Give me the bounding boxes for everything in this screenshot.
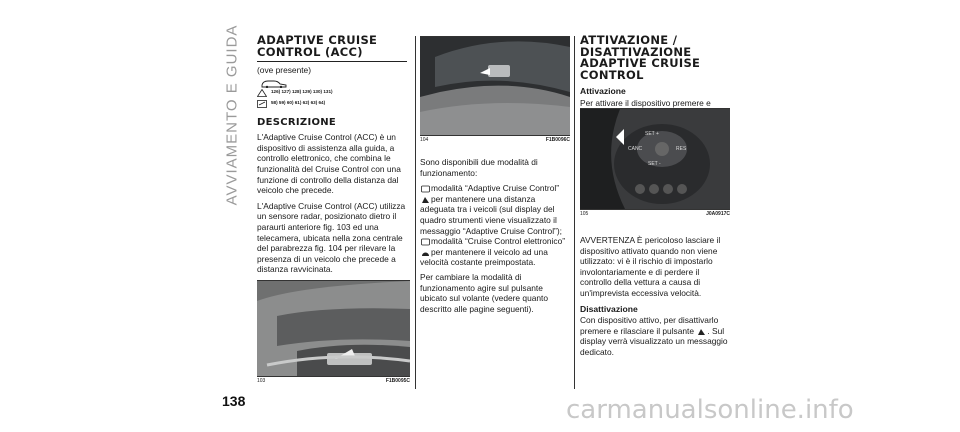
page-number: 138 bbox=[222, 393, 246, 409]
watermark: carmanualsonline.info bbox=[566, 395, 854, 425]
speedometer-icon bbox=[421, 249, 430, 257]
figure-105-image bbox=[580, 108, 730, 210]
activation-title-line1: ATTIVAZIONE / bbox=[580, 33, 678, 47]
activation-text-a: Per attivare il dispositivo premere e bbox=[580, 97, 711, 108]
adaptive-cruise-icon bbox=[421, 185, 430, 193]
warning-paragraph: AVVERTENZA È pericoloso lasciare il dispositivo attivato quando non viene utilizzato: vi è il rischio di impostarlo involontariamente e di perdere il controllo della vettura a causa di un'imprevista eccessiva velocità. bbox=[580, 235, 721, 298]
cruise-control-icon bbox=[421, 238, 430, 246]
section-title-line2: CONTROL (ACC) bbox=[257, 44, 363, 59]
mode-1-title: modalità “Adaptive Cruise Control” bbox=[431, 183, 560, 194]
optional-note: (ove presente) bbox=[257, 65, 311, 75]
figure-103-caption bbox=[257, 377, 410, 385]
figure-104-code: F1B0096C bbox=[545, 137, 570, 143]
figure-103 bbox=[257, 280, 410, 385]
activation-title-line3: ADAPTIVE CRUISE bbox=[580, 56, 701, 70]
condition-row-2 bbox=[257, 99, 407, 110]
distance-icon bbox=[421, 196, 430, 204]
description-heading: DESCRIZIONE bbox=[257, 116, 337, 128]
side-section-title-text: AVVIAMENTO E GUIDA bbox=[223, 24, 241, 206]
column-3-lower bbox=[580, 235, 730, 363]
figure-105-code: J0A0917C bbox=[706, 211, 730, 217]
condition-row-1 bbox=[257, 88, 407, 99]
deactivation-heading: Disattivazione bbox=[580, 303, 638, 314]
activation-heading: Attivazione bbox=[580, 86, 626, 96]
mode-1-text: per mantenere una distanza adeguata tra i veicoli (sul display del quadro strumenti viene visualizzato il messaggio “Adaptive Cruise Control”); bbox=[420, 193, 562, 236]
deactivation-text-b: . Sul display verrà visualizzato un messaggio dedicato. bbox=[580, 325, 728, 357]
car-front-illustration bbox=[257, 281, 410, 376]
warning-ref-icon bbox=[257, 89, 267, 97]
figure-105 bbox=[580, 108, 730, 218]
section-title-line1: ADAPTIVE CRUISE bbox=[257, 33, 378, 47]
mode-2-text: per mantenere il veicolo ad una velocità costante preimpostata. bbox=[420, 246, 548, 268]
mode-1 bbox=[420, 183, 570, 236]
figure-104-caption bbox=[420, 136, 570, 144]
windshield-camera-illustration bbox=[420, 37, 570, 135]
acc-button-icon bbox=[697, 328, 706, 336]
condition-refs-2: 58) 59) 60) 61) 62) 63) 64) bbox=[271, 99, 326, 105]
column-divider-1 bbox=[415, 36, 416, 389]
figure-105-caption bbox=[580, 210, 730, 218]
description-paragraph-2: L'Adaptive Cruise Control (ACC) utilizza un sensore radar, posizionato dietro il paraurti anteriore fig. 103 ed una telecamera, ubicata nella zona centrale del parabrezza fig. 104 per rilevare la presenza di un veicolo che precede a distanza ravvicinata. bbox=[257, 200, 406, 275]
figure-104-number: 104 bbox=[420, 137, 429, 143]
condition-refs-1: 126) 127) 128) 129) 130) 131) bbox=[271, 88, 333, 94]
set-minus-label: SET - bbox=[648, 161, 661, 167]
figure-105-number: 105 bbox=[580, 211, 589, 217]
column-divider-2 bbox=[574, 36, 575, 389]
description-paragraph-1: L'Adaptive Cruise Control (ACC) è un dispositivo di assistenza alla guida, a controllo elettronico, che combina le funzionalità del Cruise Control con una funzione di controllo della distanza dal veicolo che precede. bbox=[257, 132, 401, 196]
canc-label: CANC bbox=[628, 146, 643, 152]
deactivation-text-a: Con dispositivo attivo, per disattivarlo premere e rilasciare il pulsante bbox=[580, 315, 719, 336]
modes-intro: Sono disponibili due modalità di funzionamento: bbox=[420, 157, 538, 178]
figure-103-code: F1B0095C bbox=[385, 378, 410, 384]
mode-change-paragraph: Per cambiare la modalità di funzionamento agire sul pulsante ubicato sul volante (vedere quanto descritto alle pagine seguenti). bbox=[420, 271, 549, 314]
res-label: RES bbox=[676, 146, 687, 152]
figure-103-image bbox=[257, 280, 410, 377]
title-rule bbox=[257, 61, 407, 62]
activation-title-line2: DISATTIVAZIONE bbox=[580, 44, 692, 59]
mode-2-title: modalità “Cruise Control elettronico” bbox=[431, 236, 566, 247]
activation-title-line4: CONTROL bbox=[580, 67, 644, 82]
car-model-icon bbox=[260, 78, 288, 88]
figure-104-image bbox=[420, 36, 570, 136]
figure-103-number: 103 bbox=[257, 378, 266, 384]
note-ref-icon bbox=[257, 100, 267, 108]
column-1 bbox=[257, 35, 407, 280]
deactivation-paragraph bbox=[580, 315, 730, 357]
mode-2 bbox=[420, 236, 570, 268]
steering-wheel-controls-illustration bbox=[580, 109, 730, 209]
figure-104 bbox=[420, 36, 570, 144]
set-plus-label: SET + bbox=[645, 131, 659, 137]
side-section-title bbox=[218, 24, 246, 206]
column-2 bbox=[420, 157, 570, 319]
